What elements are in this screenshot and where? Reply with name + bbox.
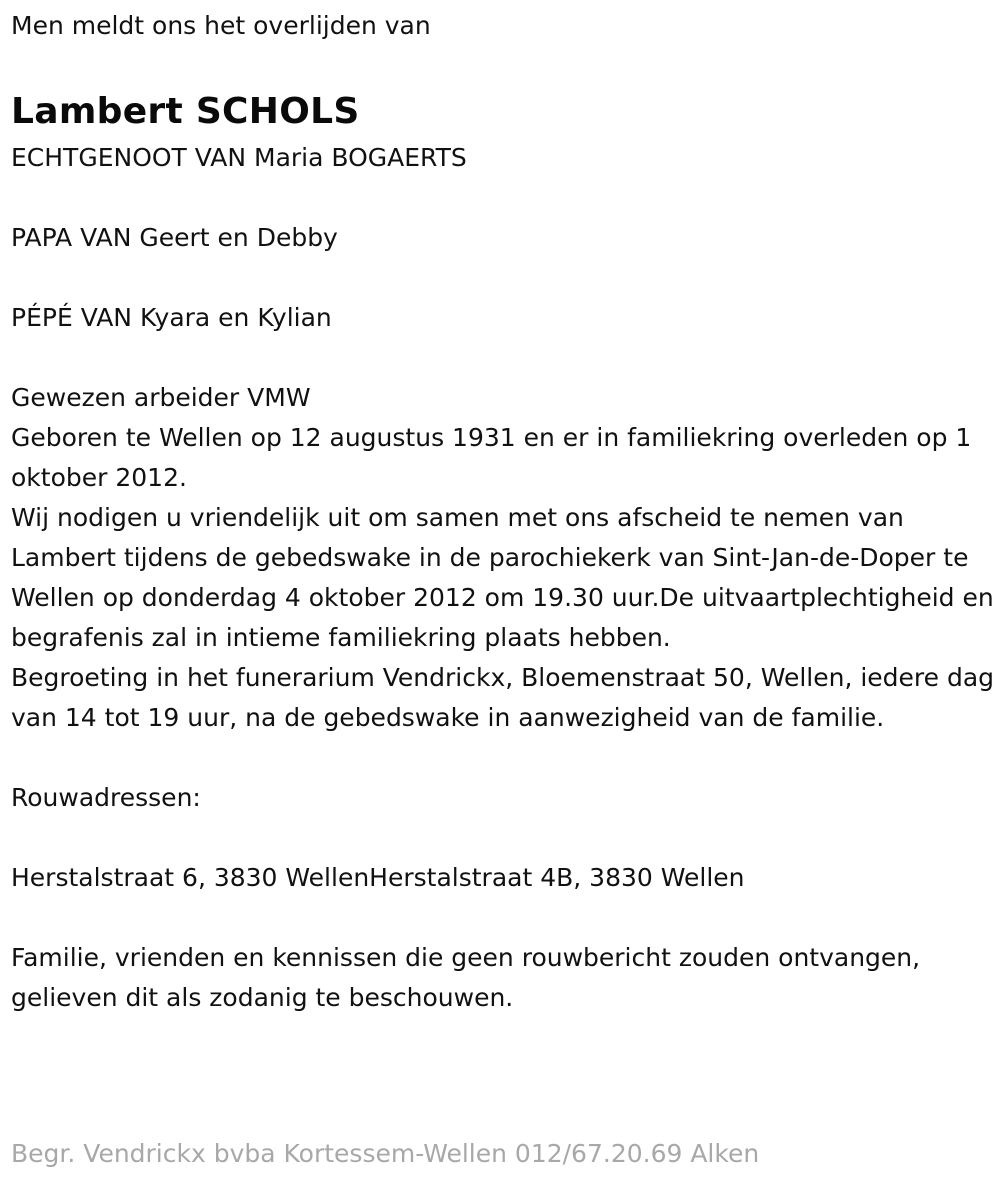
visitation-paragraph: Begroeting in het funerarium Vendrickx, Bloemenstraat 50, Wellen, iedere dag van 14 tot 19 uur, na de gebedswake in aanwezigheid van de familie. [11, 663, 995, 732]
grandchildren-line: PÉPÉ VAN Kyara en Kylian [11, 303, 332, 332]
spacer [11, 178, 990, 218]
occupation-line: Gewezen arbeider VMW [11, 383, 311, 412]
funeral-home-footer: Begr. Vendrickx bvba Kortessem-Wellen 012/67.20.69 Alken [11, 1139, 760, 1168]
addresses-label: Rouwadressen: [11, 783, 201, 812]
spacer [11, 338, 990, 378]
deceased-name: Lambert SCHOLS [11, 91, 360, 132]
intro-text: Men meldt ons het overlijden van [11, 11, 431, 40]
spacer [11, 738, 990, 778]
closing-paragraph: Familie, vrienden en kennissen die geen rouwbericht zouden ontvangen, gelieven dit als zodanig te beschouwen. [11, 943, 921, 1012]
invitation-paragraph: Wij nodigen u vriendelijk uit om samen met ons afscheid te nemen van Lambert tijdens de gebedswake in de parochiekerk van Sint-Jan-de-Doper te Wellen op donderdag 4 oktober 2012 om 19.30 uur.De uitvaartplechtigheid en begrafenis zal in intieme familiekring plaats hebben. [11, 503, 994, 652]
birth-death-paragraph: Geboren te Wellen op 12 augustus 1931 en er in familiekring overleden op 1 oktober 2012. [11, 423, 972, 492]
spacer [11, 258, 990, 298]
spacer [11, 818, 990, 858]
spacer [11, 898, 990, 938]
addresses-line: Herstalstraat 6, 3830 WellenHerstalstraat 4B, 3830 Wellen [11, 863, 745, 892]
spouse-line: ECHTGENOOT VAN Maria BOGAERTS [11, 143, 467, 172]
children-line: PAPA VAN Geert en Debby [11, 223, 338, 252]
